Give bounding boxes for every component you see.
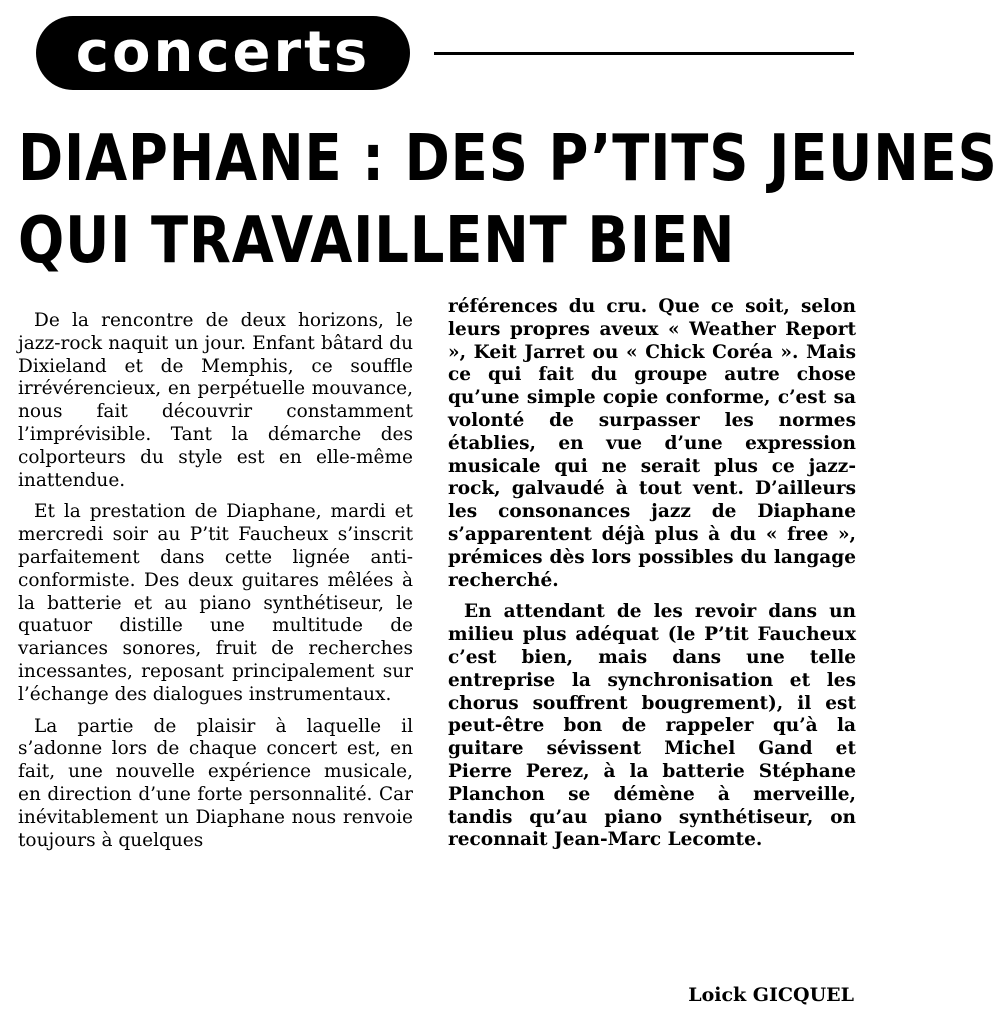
paragraph: De la rencontre de deux horizons, le jazz-rock naquit un jour. Enfant bâtard du Dixieland et de Memphis, ce souffle irrévérencieux, en perpétuelle mouvance, nous fait découvrir constamment l’imprévisible. Tant la démarche des colporteurs du style est en elle-même inattendue. [18,310,413,491]
author-signature: Loick GICQUEL [688,984,854,1006]
article-right-column [448,296,856,861]
paragraph: références du cru. Que ce soit, selon leurs propres aveux « Weather Report », Keit Jarret ou « Chick Coréa ». Mais ce qui fait du groupe autre chose qu’une simple copie conforme, c’est sa volonté de surpasser les normes établies, en vue d’une expression musicale qui ne serait plus ce jazz-rock, galvaudé à tout vent. D’ailleurs les consonances jazz de Diaphane s’apparentent déjà plus à du « free », prémices dès lors possibles du langage recherché. [448,296,856,591]
paragraph: La partie de plaisir à laquelle il s’adonne lors de chaque concert est, en fait, une nouvelle expérience musicale, en direction d’une forte personnalité. Car inévitablement un Diaphane nous renvoie toujours à quelques [18,715,413,851]
headline-line-2: QUI TRAVAILLENT BIEN [18,204,736,278]
headline-line-1: DIAPHANE : DES P’TITS JEUNES [18,122,998,196]
header-rule [434,52,854,55]
paragraph: Et la prestation de Diaphane, mardi et mercredi soir au P’tit Faucheux s’inscrit parfaitement dans cette lignée anti-conformiste. Des deux guitares mêlées à la batterie et au piano synthétiseur, le quatuor distille une multitude de variances sonores, fruit de recherches incessantes, reposant principalement sur l’échange des dialogues instrumentaux. [18,501,413,705]
section-badge: concerts [36,16,410,90]
article-left-column [18,310,413,861]
headline [18,118,998,282]
paragraph: En attendant de les revoir dans un milieu plus adéquat (le P’tit Faucheux c’est bien, mais dans une telle entreprise la synchronisation et les chorus souffrent bougrement), il est peut-être bon de rappeler qu’à la guitare sévissent Michel Gand et Pierre Perez, à la batterie Stéphane Planchon se démène à merveille, tandis qu’au piano synthétiseur, on reconnait Jean-Marc Lecomte. [448,601,856,851]
